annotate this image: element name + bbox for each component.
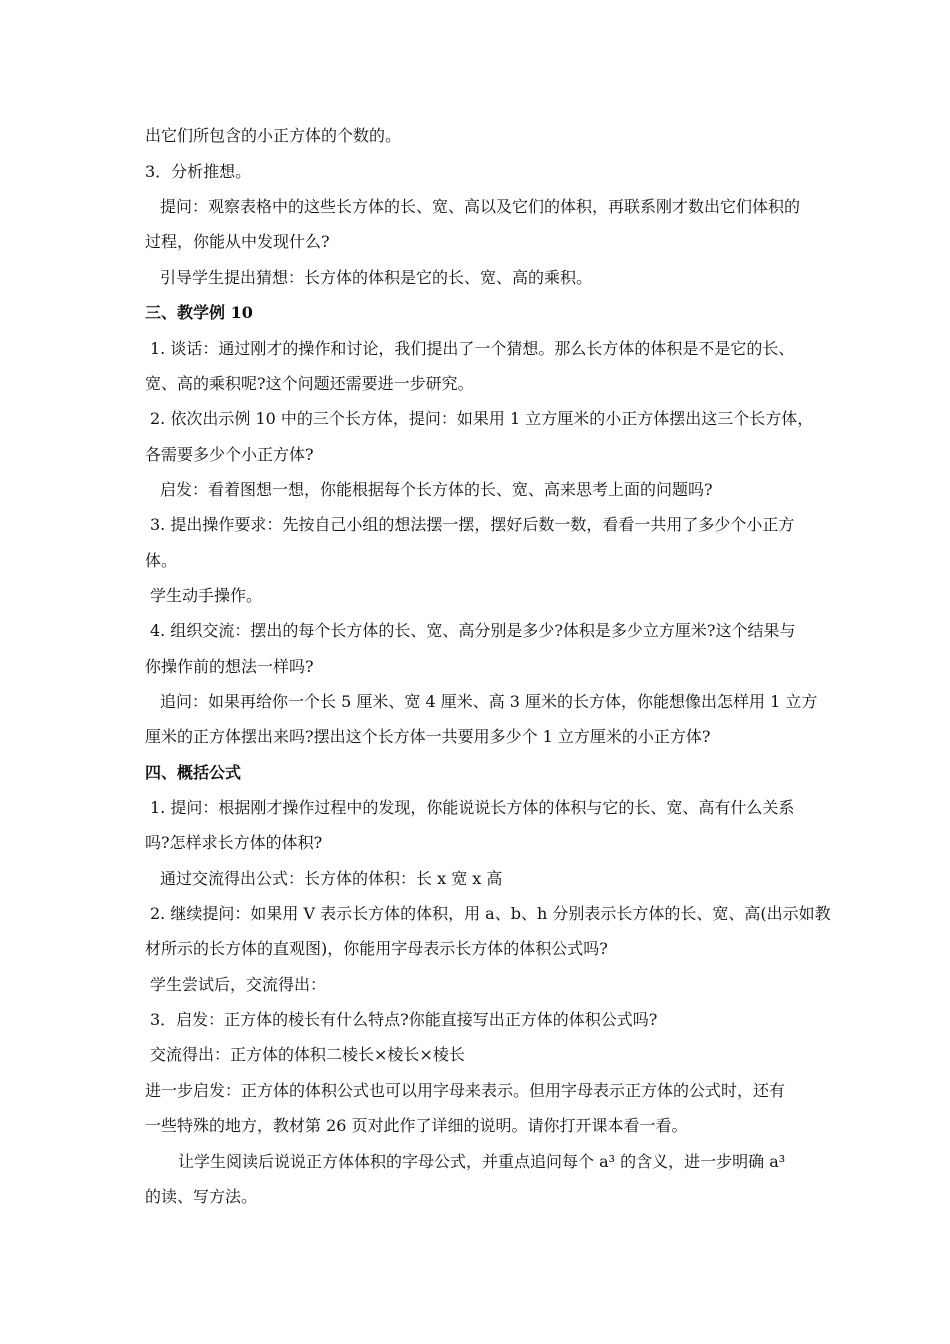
text-line: 提问：观察表格中的这些长方体的长、宽、高以及它们的体积，再联系刚才数出它们体积的 bbox=[160, 197, 801, 216]
text-line: 3．启发：正方体的棱长有什么特点?你能直接写出正方体的体积公式吗? bbox=[150, 1010, 658, 1029]
text-line: 3. 提出操作要求：先按自己小组的想法摆一摆，摆好后数一数，看看一共用了多少个小正方 bbox=[150, 515, 795, 534]
text-line: 1. 提问：根据刚才操作过程中的发现，你能说说长方体的体积与它的长、宽、高有什么关系 bbox=[150, 798, 795, 817]
text-line: 1. 谈话：通过刚才的操作和讨论，我们提出了一个猜想。那么长方体的体积是不是它的长、 bbox=[150, 339, 795, 358]
text-line: 交流得出：正方体的体积二棱长×棱长×棱长 bbox=[150, 1045, 465, 1064]
text-line: 一些特殊的地方，教材第 26 页对此作了详细的说明。请你打开课本看一看。 bbox=[145, 1116, 688, 1135]
text-line: 过程，你能从中发现什么? bbox=[145, 232, 330, 251]
section-heading: 四、概括公式 bbox=[145, 763, 242, 782]
text-line: 学生尝试后，交流得出： bbox=[150, 975, 327, 994]
text-line: 你操作前的想法一样吗? bbox=[145, 657, 314, 676]
text-line: 让学生阅读后说说正方体体积的字母公式，并重点追问每个 a³ 的含义，进一步明确 a³ bbox=[178, 1152, 786, 1171]
text-line: 2. 依次出示例 10 中的三个长方体，提问：如果用 1 立方厘米的小正方体摆出这三个长方体， bbox=[150, 409, 814, 428]
text-line: 宽、高的乘积呢?这个问题还需要进一步研究。 bbox=[145, 374, 474, 393]
text-line: 厘米的正方体摆出来吗?摆出这个长方体一共要用多少个 1 立方厘米的小正方体? bbox=[145, 727, 711, 746]
text-line: 追问：如果再给你一个长 5 厘米、宽 4 厘米、高 3 厘米的长方体，你能想像出怎样用 1 立方 bbox=[160, 692, 818, 711]
section-heading: 三、教学例 10 bbox=[145, 303, 253, 322]
text-line: 通过交流得出公式：长方体的体积：长 x 宽 x 高 bbox=[160, 869, 503, 888]
text-line: 2. 继续提问：如果用 V 表示长方体的体积，用 a、b、h 分别表示长方体的长、宽、高(出示如教 bbox=[150, 904, 831, 923]
text-line: 各需要多少个小正方体? bbox=[145, 445, 314, 464]
text-line: 学生动手操作。 bbox=[150, 586, 263, 605]
text-line: 的读、写方法。 bbox=[145, 1187, 258, 1206]
text-line: 4. 组织交流：摆出的每个长方体的长、宽、高分别是多少?体积是多少立方厘米?这个结果与 bbox=[150, 621, 796, 640]
text-line: 引导学生提出猜想：长方体的体积是它的长、宽、高的乘积。 bbox=[160, 268, 593, 287]
text-line: 体。 bbox=[145, 551, 178, 570]
text-line: 出它们所包含的小正方体的个数的。 bbox=[145, 126, 402, 145]
text-line: 进一步启发：正方体的体积公式也可以用字母来表示。但用字母表示正方体的公式时，还有 bbox=[145, 1081, 786, 1100]
text-line: 吗?怎样求长方体的体积? bbox=[145, 833, 323, 852]
text-line: 启发：看着图想一想，你能根据每个长方体的长、宽、高来思考上面的问题吗? bbox=[160, 480, 713, 499]
step-heading: 3．分析推想。 bbox=[145, 162, 252, 181]
text-line: 材所示的长方体的直观图)，你能用字母表示长方体的体积公式吗? bbox=[145, 939, 608, 958]
